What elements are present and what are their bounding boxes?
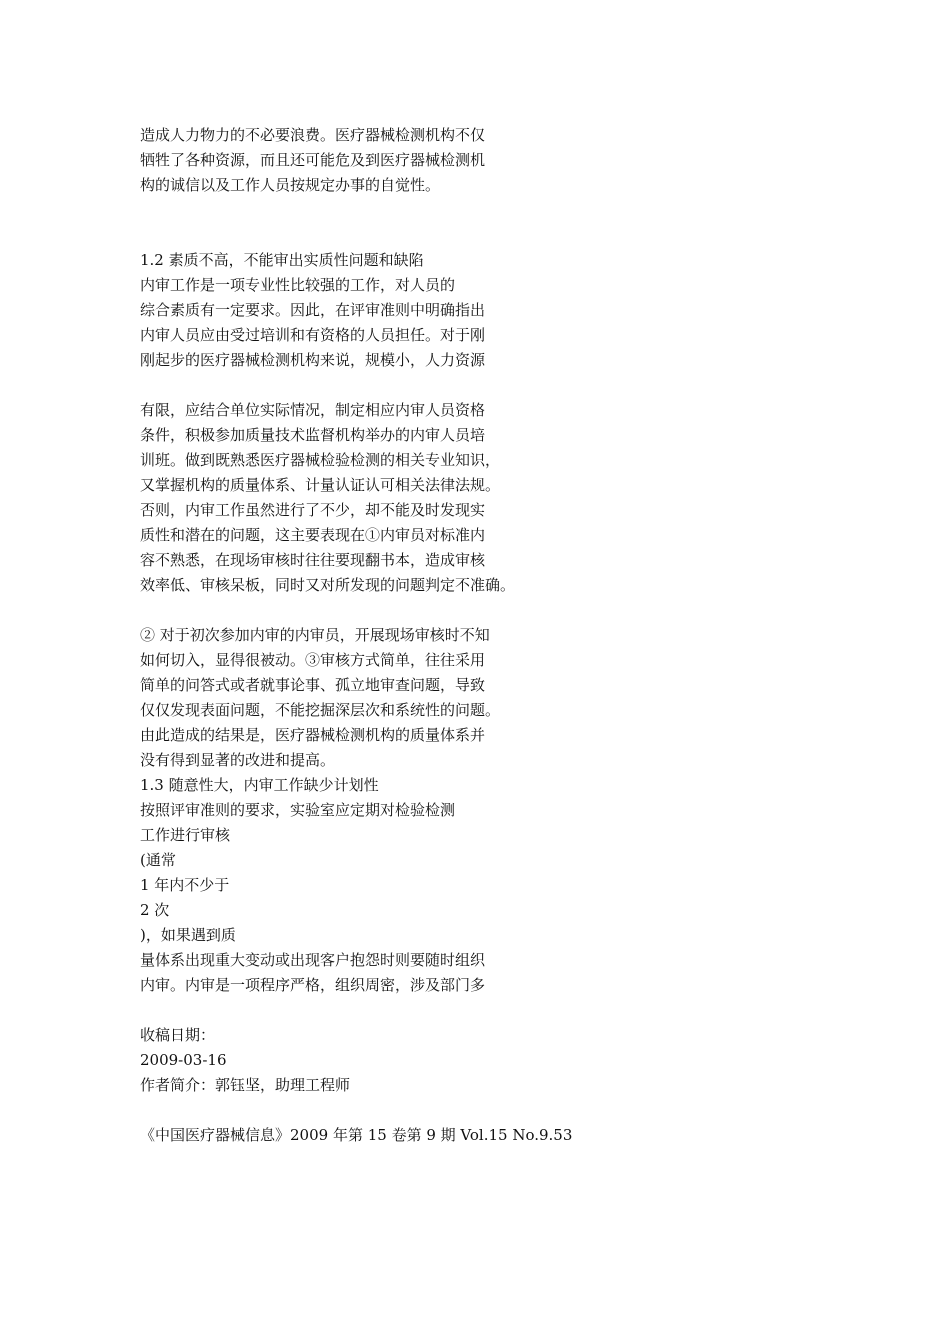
text-line: 由此造成的结果是，医疗器械检测机构的质量体系并	[140, 726, 486, 744]
paragraph-spacer	[140, 198, 840, 248]
author-bio: 作者简介：郭钰坚，助理工程师	[140, 1076, 351, 1094]
text-line: 又掌握机构的质量体系、计量认证认可相关法律法规。	[140, 476, 501, 494]
section-heading: 1.2 素质不高，不能审出实质性问题和缺陷	[140, 251, 424, 269]
text-line: 训班。做到既熟悉医疗器械检验检测的相关专业知识，	[140, 451, 501, 469]
paragraph-spacer	[140, 598, 840, 623]
text-line: 否则，内审工作虽然进行了不少，却不能及时发现实	[140, 501, 486, 519]
paragraph-spacer	[140, 1098, 840, 1123]
paragraph-audit-issues	[140, 623, 840, 998]
document-page	[140, 123, 840, 1148]
text-line: ② 对于初次参加内审的内审员，开展现场审核时不知	[140, 626, 490, 644]
text-line: 容不熟悉，在现场审核时往往要现翻书本，造成审核	[140, 551, 486, 569]
text-line: 按照评审准则的要求，实验室应定期对检验检测	[140, 801, 456, 819]
journal-citation: 《中国医疗器械信息》2009 年第 15 卷第 9 期 Vol.15 No.9.53	[140, 1126, 573, 1144]
text-line: 有限，应结合单位实际情况，制定相应内审人员资格	[140, 401, 486, 419]
text-line: 条件，积极参加质量技术监督机构举办的内审人员培	[140, 426, 486, 444]
text-line: 刚起步的医疗器械检测机构来说，规模小，人力资源	[140, 351, 486, 369]
text-line: 2 次	[140, 901, 170, 919]
section-1-2	[140, 248, 840, 373]
text-line: 内审工作是一项专业性比较强的工作，对人员的	[140, 276, 456, 294]
text-line: 工作进行审核	[140, 826, 231, 844]
text-line: 没有得到显著的改进和提高。	[140, 751, 336, 769]
text-line: 综合素质有一定要求。因此，在评审准则中明确指出	[140, 301, 486, 319]
text-line: )，如果遇到质	[140, 926, 236, 944]
paragraph-spacer	[140, 998, 840, 1023]
text-line: 构的诚信以及工作人员按规定办事的自觉性。	[140, 176, 441, 194]
received-label: 收稿日期：	[140, 1026, 216, 1044]
text-line: 量体系出现重大变动或出现客户抱怨时则要随时组织	[140, 951, 486, 969]
paragraph-spacer	[140, 373, 840, 398]
text-line: 内审人员应由受过培训和有资格的人员担任。对于刚	[140, 326, 486, 344]
text-line: 效率低、审核呆板，同时又对所发现的问题判定不准确。	[140, 576, 516, 594]
text-line: 简单的问答式或者就事论事、孤立地审查问题，导致	[140, 676, 486, 694]
text-line: 如何切入，显得很被动。③审核方式简单，往往采用	[140, 651, 486, 669]
text-line: 仅仅发现表面问题，不能挖掘深层次和系统性的问题。	[140, 701, 501, 719]
paragraph-waste	[140, 123, 840, 198]
received-date: 2009-03-16	[140, 1051, 227, 1069]
text-line: 内审。内审是一项程序严格，组织周密，涉及部门多	[140, 976, 486, 994]
section-heading: 1.3 随意性大，内审工作缺少计划性	[140, 776, 379, 794]
text-line: 质性和潜在的问题，这主要表现在①内审员对标准内	[140, 526, 486, 544]
text-line: 牺牲了各种资源，而且还可能危及到医疗器械检测机	[140, 151, 486, 169]
article-info	[140, 1023, 840, 1098]
text-line: (通常	[140, 851, 176, 869]
paragraph-limited-resources	[140, 398, 840, 598]
text-line: 1 年内不少于	[140, 876, 230, 894]
text-line: 造成人力物力的不必要浪费。医疗器械检测机构不仅	[140, 126, 486, 144]
